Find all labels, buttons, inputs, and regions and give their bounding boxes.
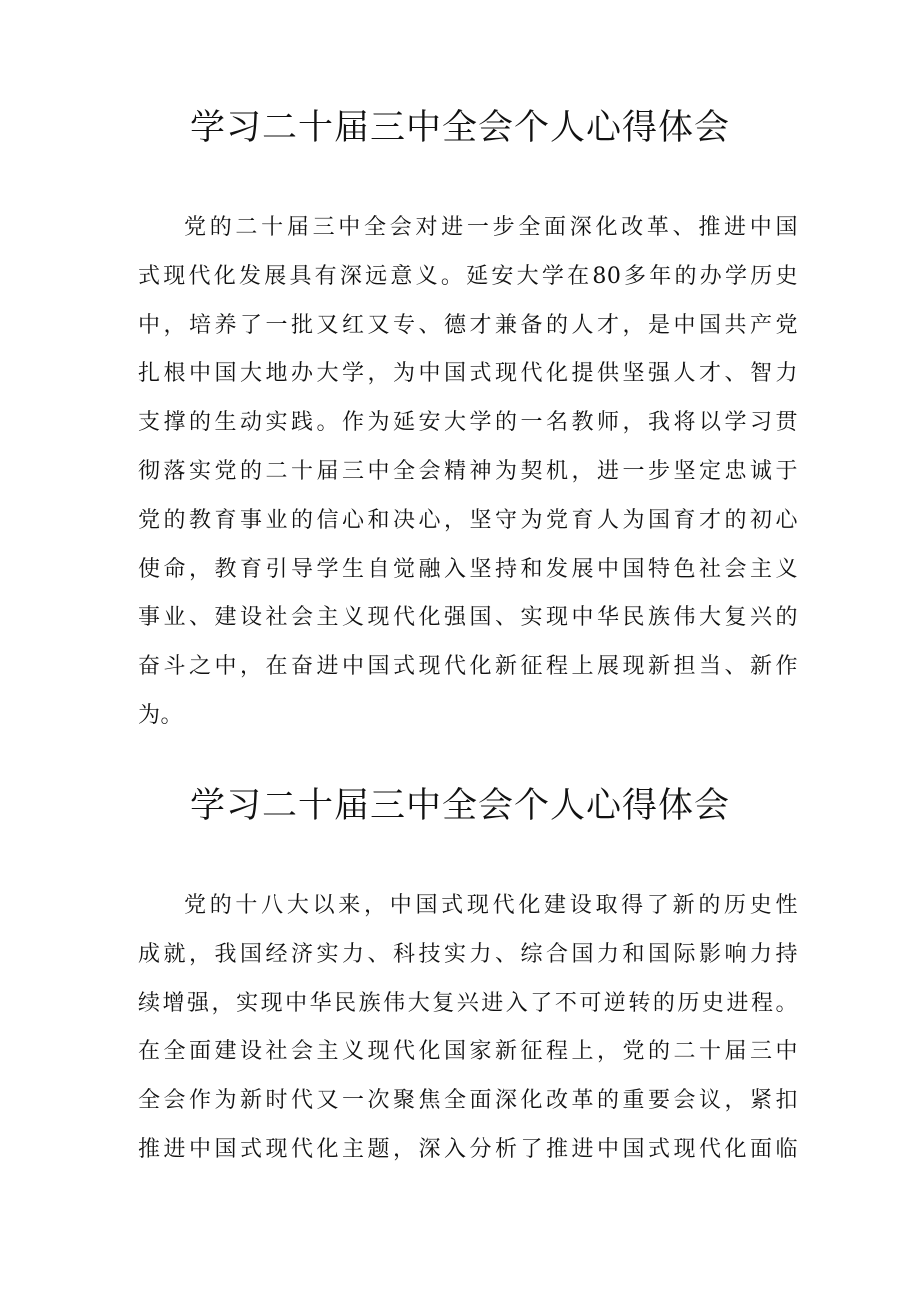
paragraph-line: 党的二十届三中全会对进一步全面深化改革、推进中国 xyxy=(184,215,798,240)
paragraph-line: 全会作为新时代又一次聚焦全面深化改革的重要会议，紧扣 xyxy=(138,1088,798,1114)
paragraph-line: 扎根中国大地办大学，为中国式现代化提供坚强人才、智力 xyxy=(138,361,798,387)
section-1-paragraph xyxy=(138,204,798,741)
section-2-title: 学习二十届三中全会个人心得体会 xyxy=(189,786,730,826)
paragraph-line: 推进中国式现代化主题，深入分析了推进中国式现代化面临 xyxy=(138,1136,798,1162)
paragraph-line: 支撑的生动实践。作为延安大学的一名教师，我将以学习贯 xyxy=(138,410,798,436)
paragraph-line: 党的教育事业的信心和决心，坚守为党育人为国育才的初心 xyxy=(138,507,798,533)
paragraph-line: 事业、建设社会主义现代化强国、实现中华民族伟大复兴的 xyxy=(138,605,798,631)
section-2-paragraph xyxy=(138,882,798,1175)
paragraph-line: 成就，我国经济实力、科技实力、综合国力和国际影响力持 xyxy=(138,941,798,967)
paragraph-line: 为。 xyxy=(138,702,184,728)
paragraph-line: 续增强，实现中华民族伟大复兴进入了不可逆转的历史进程。 xyxy=(138,990,798,1016)
paragraph-line: 中，培养了一批又红又专、德才兼备的人才，是中国共产党 xyxy=(138,312,798,338)
paragraph-line: 彻落实党的二十届三中全会精神为契机，进一步坚定忠诚于 xyxy=(138,458,798,484)
paragraph-line: 党的十八大以来，中国式现代化建设取得了新的历史性 xyxy=(184,893,798,918)
paragraph-line: 奋斗之中，在奋进中国式现代化新征程上展现新担当、新作 xyxy=(138,654,798,680)
paragraph-line: 在全面建设社会主义现代化国家新征程上，党的二十届三中 xyxy=(138,1039,798,1065)
paragraph-line: 使命，教育引导学生自觉融入坚持和发展中国特色社会主义 xyxy=(138,556,798,582)
section-1-title: 学习二十届三中全会个人心得体会 xyxy=(189,108,730,148)
paragraph-line: 式现代化发展具有深远意义。延安大学在80多年的办学历史 xyxy=(138,263,798,289)
